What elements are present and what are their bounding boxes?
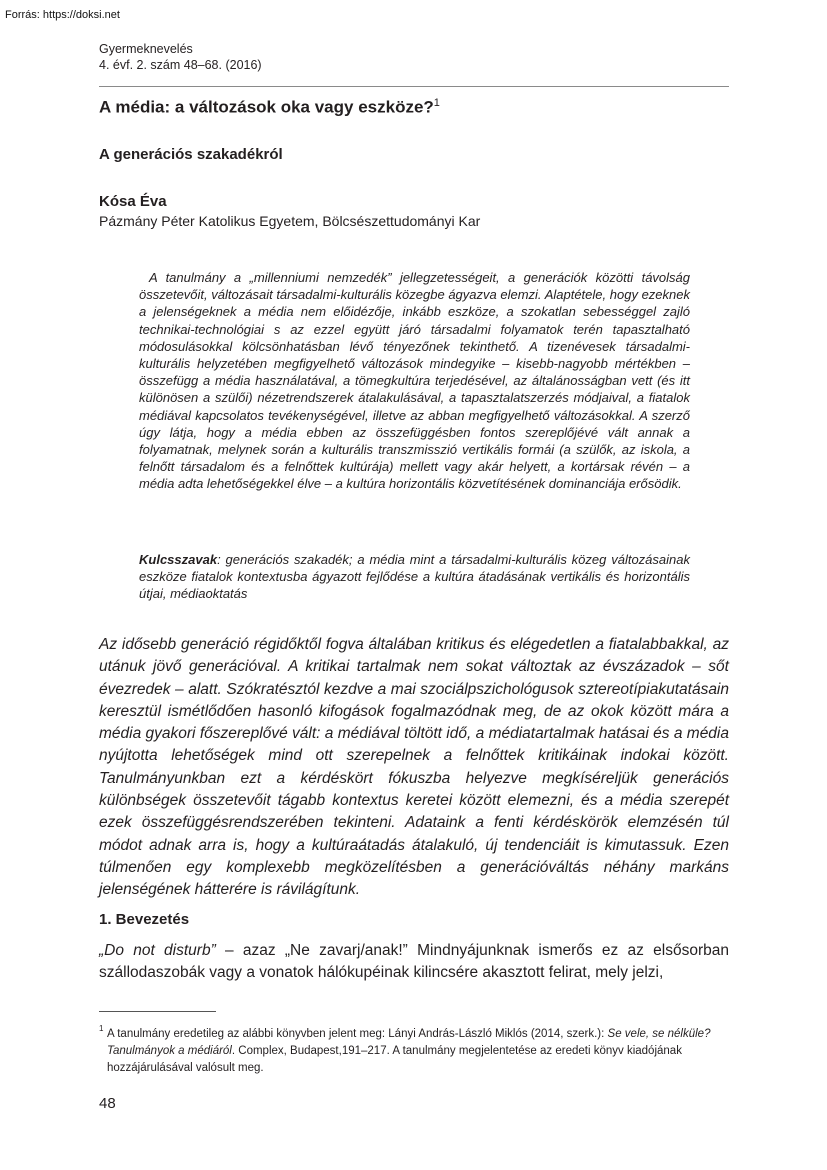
section-heading: 1. Bevezetés: [99, 911, 190, 928]
header-divider: [99, 86, 729, 87]
article-subtitle: A generációs szakadékról: [99, 146, 283, 163]
footnote-mark: 1: [99, 1024, 104, 1033]
intro-paragraph: Az idősebb generáció régidőktől fogva általában kritikus és elégedetlen a fiatalabbakkal, az utánuk jövő generációval. A kritikai tartalmak nem sokat változtak az évszázadok – sőt évezredek – alatt. Szókratésztól kezdve a mai szociálpszichológusok sztereotípiakutatásain keresztül ismétlődően hasonló kifogások fogalmazódnak meg, de az okok között mára a média gyakori főszereplővé vált: a médiával töltött idő, a médiatartalmak hatásai és a média nyújtotta lehetőségek mind ott szerepelnek a felnőttek kritikáinak indokai között. Tanulmányunkban ezt a kérdéskört fókuszba helyezve megkíséreljük generációs különbségek összetevőit tágabb kontextus keretei között elemezni, és a média szerepét ezek összefüggésrendszerében tekinteni. Adataink a fenti kérdéskörök elemzésén túl módot adnak arra is, hogy a kultúraátadás átalakuló, új tendenciáit is kimutassuk. Ezen túlmenően egy komplexebb megközelítésben a generációváltás néhány markáns jelenségének hátterére is rávilágítunk.: [99, 636, 729, 899]
page-number: 48: [99, 1095, 116, 1112]
section-body: [99, 940, 729, 985]
footnote: [107, 1026, 729, 1077]
journal-name: Gyermeknevelés: [99, 42, 193, 56]
footnote-before: A tanulmány eredetileg az alábbi könyvben jelent meg: Lányi András-László Miklós (2014, szerk.):: [107, 1028, 608, 1040]
keywords-label: Kulcsszavak: [139, 552, 218, 567]
author-affiliation: Pázmány Péter Katolikus Egyetem, Bölcsészettudományi Kar: [99, 213, 481, 229]
footnote-divider: [99, 1011, 216, 1012]
footnote-after: . Complex, Budapest,191–217. A tanulmány megjelentetése az eredeti könyv kiadójának hozzájárulásával valósult meg.: [107, 1045, 682, 1074]
title-footnote-mark[interactable]: 1: [433, 97, 440, 109]
abstract: A tanulmány a „millenniumi nemzedék” jellegzetességeit, a generációk közötti távolság összetevőit, változásait társadalmi-kulturális közegbe ágyazva elemzi. Alaptétele, hogy ezeknek a jelenségeknek a média nem előidézője, inkább eszköze, a szokatlan sebességgel zajló technikai-technológiai s az ezzel együtt járó társadalmi folyamatok terén tapasztalható módosulásokkal kölcsönhatásban lévő tényezőnek tekinthető. A tizenévesek társadalmi-kulturális helyzetében megfigyelhető változások mindegyike – kisebb-nagyobb mértékben – összefügg a média használatával, a tömegkultúra terjedésével, az általánosságban vett (és itt különösen a szülői) nézetrendszerek átalakulásával, a tapasztalatszerzés módjaival, a fiatalok médiával kapcsolatos tevékenységével, illetve az abban megfigyelhető változásokkal. A szerző úgy látja, hogy a média ebben az összefüggésben fontos szereplőjévé vált annak a folyamatnak, melynek során a kulturális transzmisszió vertikális formái (a szülők, az iskola, a felnőtt társadalom és a felnőttek kultúrája) mellett vagy akár helyett, a kortársak révén – a média adta lehetőségekkel élve – a kultúra horizontális közvetítésének dominanciája erősödik.: [139, 270, 690, 492]
source-label: Forrás: https://doksi.net: [0, 6, 125, 24]
keywords: [139, 551, 690, 603]
keywords-text: : generációs szakadék; a média mint a társadalmi-kulturális közeg változásainak eszköze fiatalok kontextusba ágyazott fejlődése a kultúra átadásának vertikális és horizontális útjai, médiaoktatás: [139, 552, 690, 602]
section-quote: „Do not disturb”: [99, 942, 216, 959]
author-name: Kósa Éva: [99, 193, 167, 210]
footnote-book-title: Se vele, se nélküle? Tanulmányok a médiáról: [107, 1028, 711, 1057]
journal-issue: 4. évf. 2. szám 48–68. (2016): [99, 58, 262, 72]
journal-header: [99, 41, 262, 73]
article-title-text: A média: a változások oka vagy eszköze?: [99, 97, 434, 117]
article-title: [99, 97, 440, 118]
section-text: – azaz „Ne zavarj/anak!” Mindnyájunknak ismerős ez az elsősorban szállodaszobák vagy a vonatok hálókupéinak kilincsére akasztott felirat, mely jelzi,: [99, 942, 729, 982]
